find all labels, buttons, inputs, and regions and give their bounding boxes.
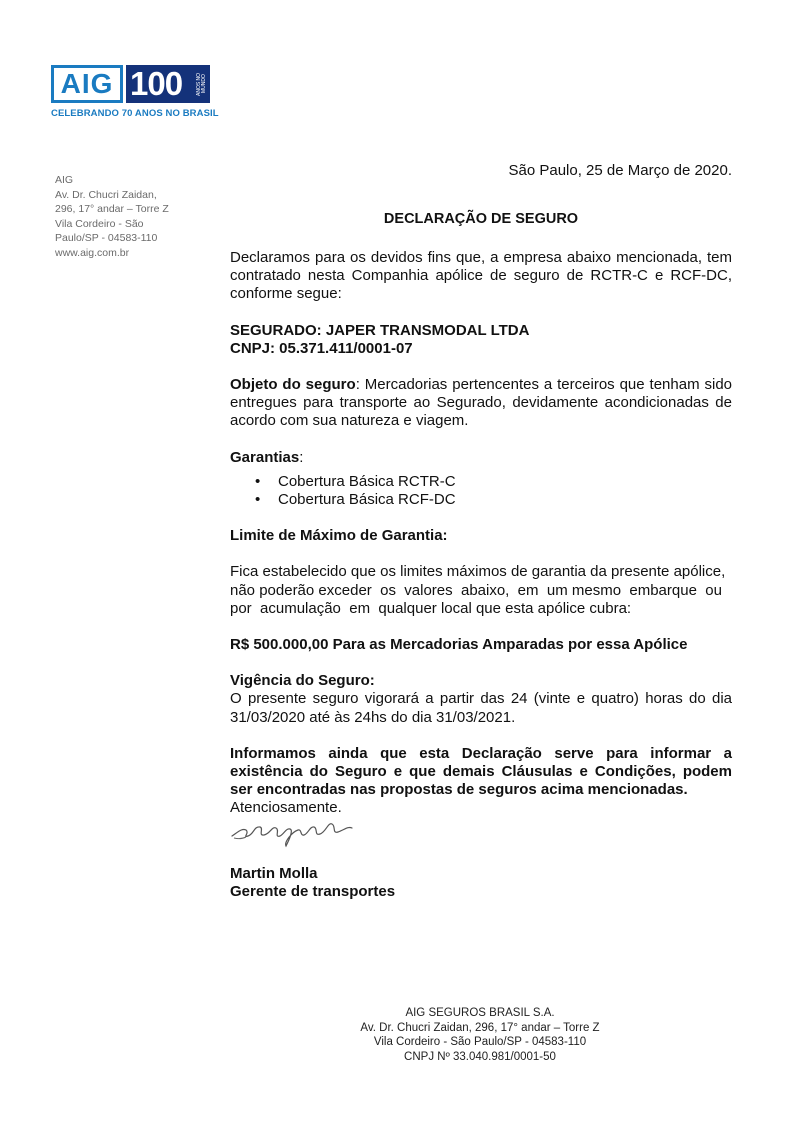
insured-cnpj: CNPJ: 05.371.411/0001-07 xyxy=(230,339,413,357)
document-title: DECLARAÇÃO DE SEGURO xyxy=(383,211,579,227)
list-item: • Cobertura Básica RCTR-C xyxy=(230,473,732,491)
sidebar-address-line: Paulo/SP - 04583-110 xyxy=(55,232,158,245)
logo-tagline: CELEBRANDO 70 ANOS NO BRASIL xyxy=(51,108,219,119)
limit-line: não poderão exceder os valores abaixo, em um mesmo embarque ou xyxy=(230,581,722,599)
sidebar-website: www.aig.com.br xyxy=(55,246,130,259)
insured-name: SEGURADO: JAPER TRANSMODAL LTDA xyxy=(230,321,530,339)
aig-100-logo xyxy=(51,65,219,121)
object-text: : Mercadorias pertencentes a terceiros que tenham sido entregues para transporte ao Segurado, devidamente acondicionadas de acordo com sua natureza e viagem. xyxy=(230,376,733,430)
validity-heading: Vigência do Seguro: xyxy=(230,672,375,690)
validity-text: O presente seguro vigorará a partir das 24 (vinte e quatro) horas do dia 31/03/2020 até às 24hs do dia 31/03/2021. xyxy=(230,690,732,726)
list-item: • Cobertura Básica RCF-DC xyxy=(230,491,732,509)
intro-paragraph: Declaramos para os devidos fins que, a empresa abaixo mencionada, tem contratado nesta Companhia apólice de seguro de RCTR-C e RCF-DC, conforme segue: xyxy=(230,249,732,303)
sidebar-address-line: Vila Cordeiro - São xyxy=(55,217,144,230)
footer-company-name: AIG SEGUROS BRASIL S.A. xyxy=(405,1007,555,1019)
footer-address-line: Vila Cordeiro - São Paulo/SP - 04583-110 xyxy=(373,1036,587,1048)
guarantees-label: Garantias xyxy=(230,448,300,466)
limit-heading: Limite de Máximo de Garantia: xyxy=(230,527,448,545)
date-line: São Paulo, 25 de Março de 2020. xyxy=(508,162,732,179)
closing-regards: Atenciosamente. xyxy=(230,799,342,817)
handwritten-signature xyxy=(228,808,358,848)
guarantees-heading: Garantias: xyxy=(230,448,304,466)
signer-name: Martin Molla xyxy=(230,865,318,882)
limit-line: por acumulação em qualquer local que esta apólice cubra: xyxy=(230,599,632,617)
object-paragraph xyxy=(230,376,732,431)
sidebar-address-line: Av. Dr. Chucri Zaidan, xyxy=(55,188,157,201)
anniversary-number: 100 xyxy=(130,65,183,102)
aig-wordmark: AIG xyxy=(51,65,123,103)
sidebar-address xyxy=(55,173,195,261)
anniversary-small-text: ANOS NO MUNDO xyxy=(196,72,207,96)
document-body xyxy=(230,249,732,818)
signer-block xyxy=(230,865,395,901)
company-footer xyxy=(330,1006,630,1064)
limit-amount: R$ 500.000,00 Para as Mercadorias Amparadas por essa Apólice xyxy=(230,636,688,654)
object-label: Objeto do seguro xyxy=(230,376,356,394)
footer-address-line: Av. Dr. Chucri Zaidan, 296, 17° andar – Torre Z xyxy=(360,1021,600,1034)
limit-line: Fica estabelecido que os limites máximos de garantia da presente apólice, xyxy=(230,563,726,581)
guarantees-list xyxy=(230,473,732,509)
sidebar-address-line: AIG xyxy=(55,174,74,186)
sidebar-address-line: 296, 17° andar – Torre Z xyxy=(55,203,169,216)
anniversary-badge xyxy=(126,65,210,103)
signer-role: Gerente de transportes xyxy=(230,883,396,901)
closing-paragraph: Informamos ainda que esta Declaração serve para informar a existência do Seguro e que demais Cláusulas e Condições, podem ser encontradas nas propostas de seguros acima mencionadas. xyxy=(230,744,732,799)
footer-cnpj: CNPJ Nº 33.040.981/0001-50 xyxy=(404,1050,556,1063)
